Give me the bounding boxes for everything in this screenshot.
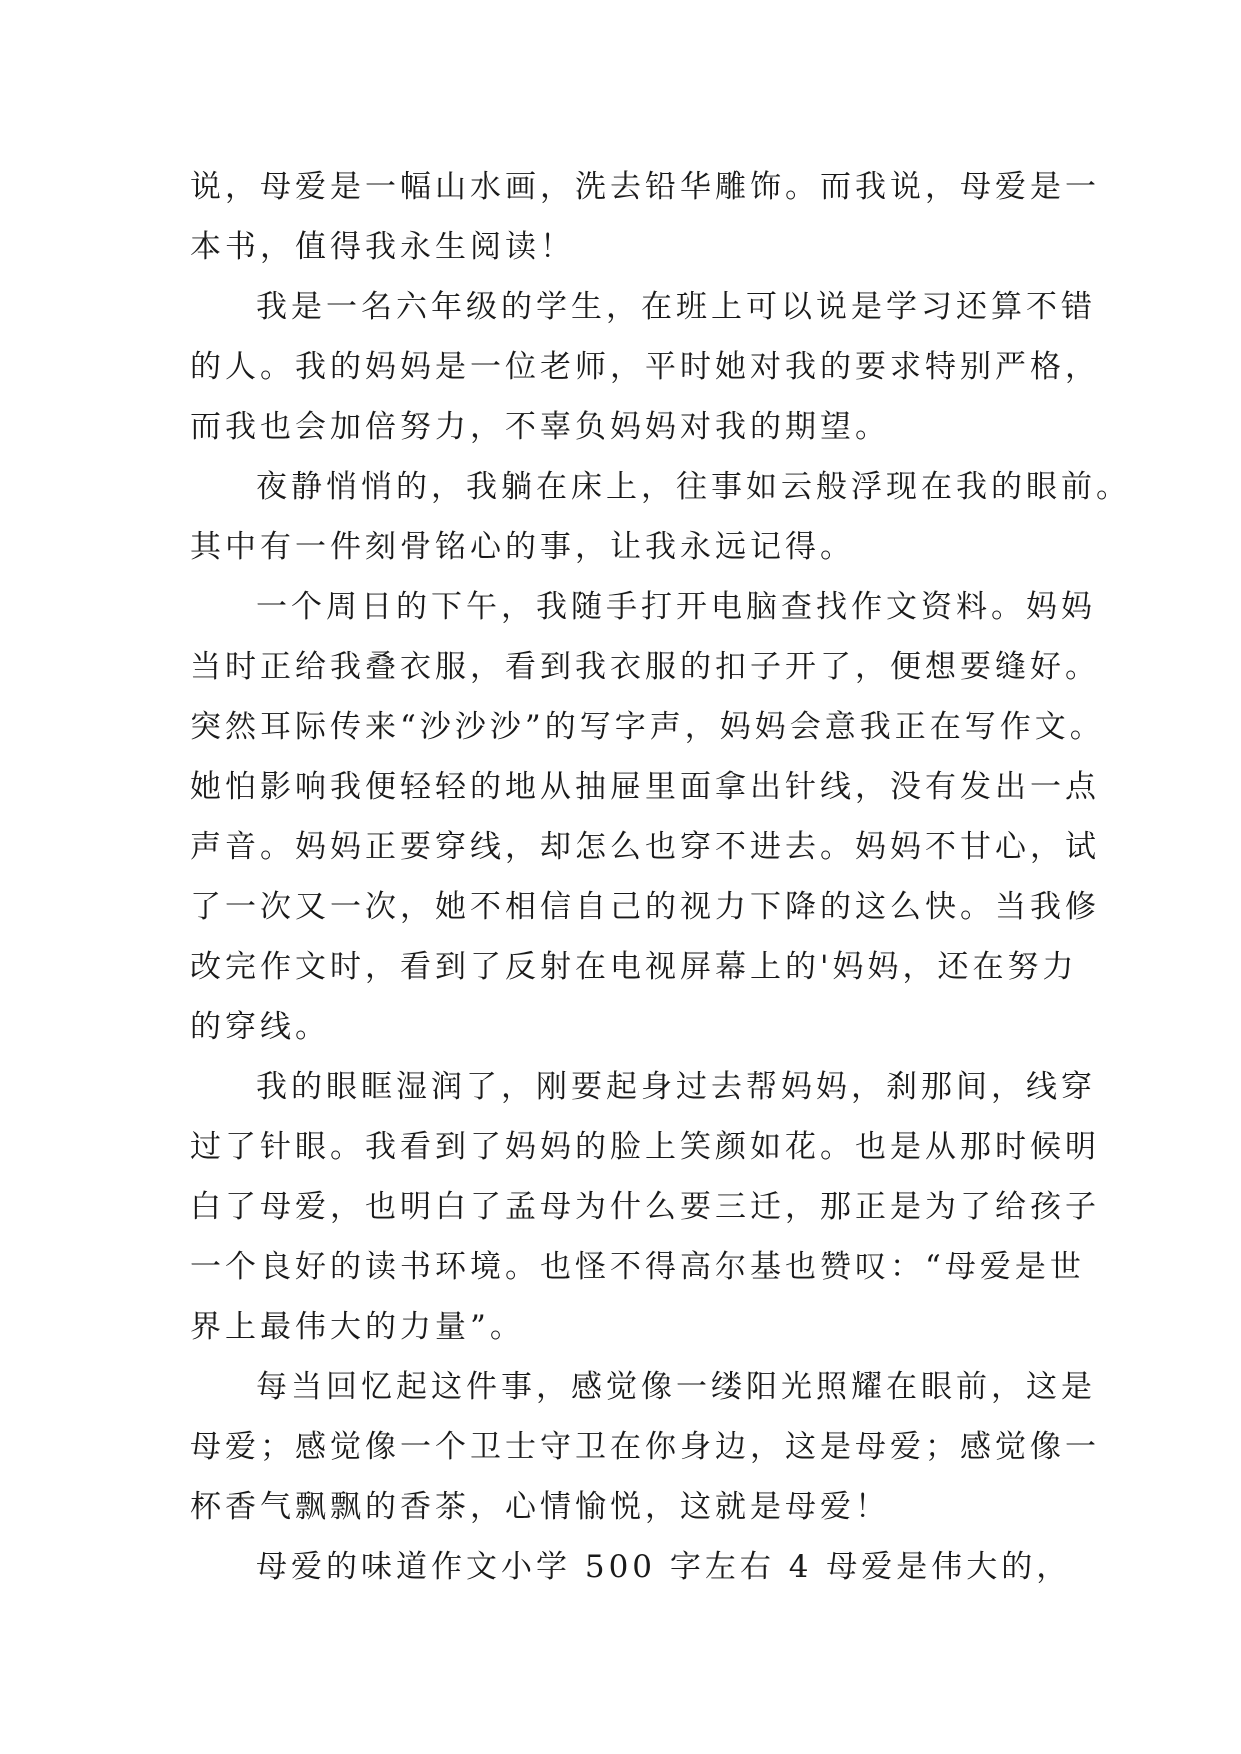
text-line: 改完作文时，看到了反射在电视屏幕上的'妈妈，还在努力	[190, 949, 1078, 985]
text-line: 界上最伟大的力量”。	[190, 1309, 525, 1345]
text-line: 本书，值得我永生阅读！	[190, 229, 575, 265]
text-line: 说，母爱是一幅山水画，洗去铅华雕饰。而我说，母爱是一	[190, 169, 1100, 205]
paragraph-start-line: 每当回忆起这件事，感觉像一缕阳光照耀在眼前，这是	[256, 1369, 1096, 1405]
text-line: 白了母爱，也明白了孟母为什么要三迁，那正是为了给孩子	[190, 1189, 1100, 1225]
text-line: 突然耳际传来“沙沙沙”的写字声，妈妈会意我正在写作文。	[190, 709, 1105, 745]
text-line: 了一次又一次，她不相信自己的视力下降的这么快。当我修	[190, 889, 1100, 925]
paragraph-start-line: 我是一名六年级的学生，在班上可以说是学习还算不错	[256, 289, 1096, 325]
text-line: 她怕影响我便轻轻的地从抽屉里面拿出针线，没有发出一点	[190, 769, 1100, 805]
essay-body	[190, 157, 1131, 1597]
text-line: 一个良好的读书环境。也怪不得高尔基也赞叹：“母爱是世	[190, 1249, 1085, 1285]
paragraph-start-line: 一个周日的下午，我随手打开电脑查找作文资料。妈妈	[256, 589, 1096, 625]
text-line: 母爱；感觉像一个卫士守卫在你身边，这是母爱；感觉像一	[190, 1429, 1100, 1465]
section-heading-line: 母爱的味道作文小学 500 字左右 4 母爱是伟大的，	[256, 1549, 1072, 1585]
text-line: 杯香气飘飘的香茶，心情愉悦，这就是母爱！	[190, 1489, 890, 1525]
paragraph-start-line: 我的眼眶湿润了，刚要起身过去帮妈妈，刹那间，线穿	[256, 1069, 1096, 1105]
text-line: 声音。妈妈正要穿线，却怎么也穿不进去。妈妈不甘心，试	[190, 829, 1100, 865]
text-line: 过了针眼。我看到了妈妈的脸上笑颜如花。也是从那时候明	[190, 1129, 1100, 1165]
text-line: 当时正给我叠衣服，看到我衣服的扣子开了，便想要缝好。	[190, 649, 1100, 685]
text-line: 的穿线。	[190, 1009, 330, 1045]
text-line: 其中有一件刻骨铭心的事，让我永远记得。	[190, 529, 855, 565]
paragraph-start-line: 夜静悄悄的，我躺在床上，往事如云般浮现在我的眼前。	[256, 469, 1131, 505]
text-line: 而我也会加倍努力，不辜负妈妈对我的期望。	[190, 409, 890, 445]
text-line: 的人。我的妈妈是一位老师，平时她对我的要求特别严格，	[190, 349, 1100, 385]
